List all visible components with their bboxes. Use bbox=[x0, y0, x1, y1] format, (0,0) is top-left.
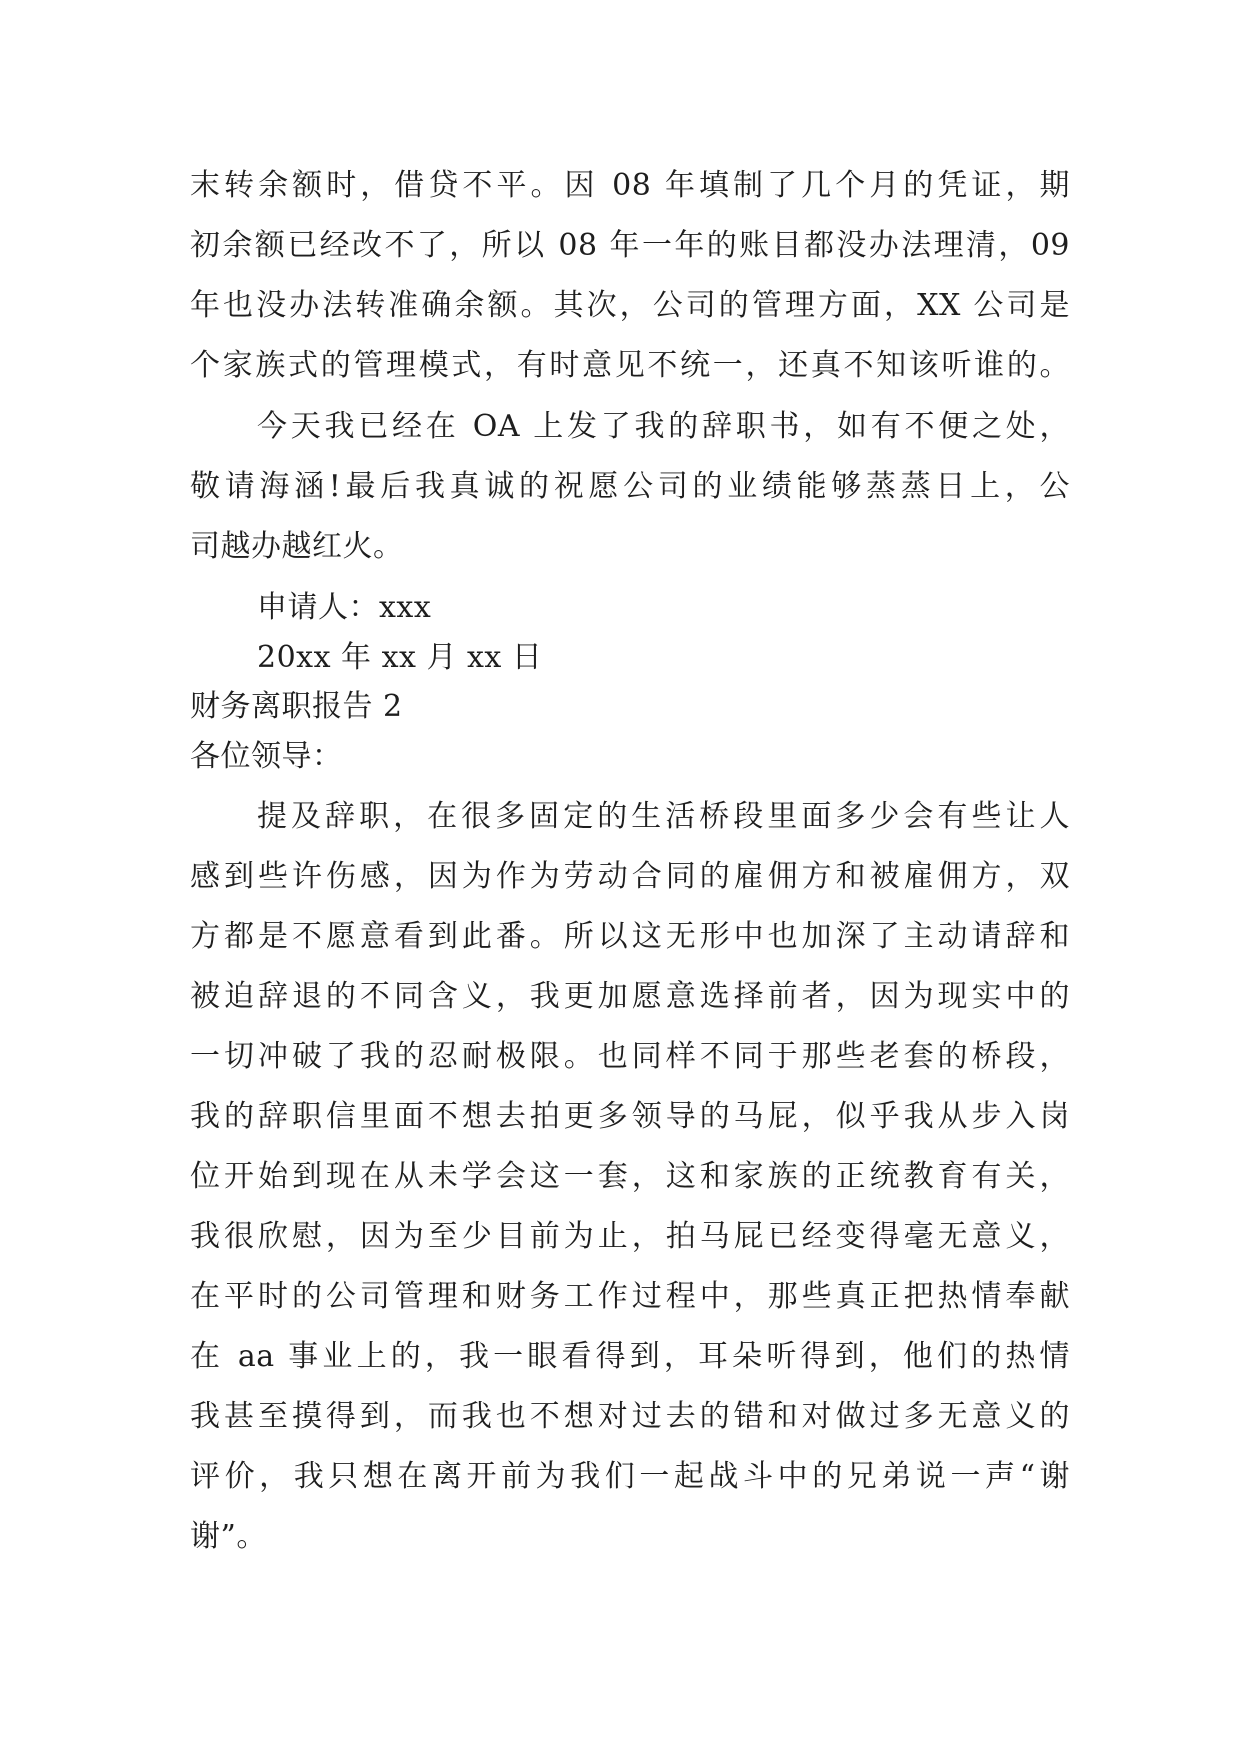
paragraph-line: 被迫辞退的不同含义，我更加愿意选择前者，因为现实中的 bbox=[190, 979, 1070, 1014]
salutation: 各位领导： bbox=[190, 739, 343, 774]
paragraph-line: 我甚至摸得到，而我也不想对过去的错和对做过多无意义的 bbox=[190, 1399, 1070, 1434]
paragraph-line: 司越办越红火。 bbox=[190, 529, 404, 564]
paragraph-line: 我的辞职信里面不想去拍更多领导的马屁，似乎我从步入岗 bbox=[190, 1099, 1070, 1134]
paragraph-line: 一切冲破了我的忍耐极限。也同样不同于那些老套的桥段， bbox=[190, 1039, 1070, 1074]
paragraph-line: 个家族式的管理模式，有时意见不统一，还真不知该听谁的。 bbox=[190, 348, 1070, 383]
paragraph-line: 初余额已经改不了，所以 08 年一年的账目都没办法理清，09 bbox=[190, 228, 1070, 263]
paragraph-line: 敬请海涵!最后我真诚的祝愿公司的业绩能够蒸蒸日上，公 bbox=[190, 469, 1070, 504]
paragraph-line: 评价，我只想在离开前为我们一起战斗中的兄弟说一声“谢 bbox=[190, 1459, 1070, 1494]
date-line: 20xx 年 xx 月 xx 日 bbox=[257, 640, 543, 675]
paragraph-line: 在 aa 事业上的，我一眼看得到，耳朵听得到，他们的热情 bbox=[190, 1339, 1070, 1374]
paragraph-line: 在平时的公司管理和财务工作过程中，那些真正把热情奉献 bbox=[190, 1279, 1070, 1314]
paragraph-line: 末转余额时，借贷不平。因 08 年填制了几个月的凭证，期 bbox=[190, 168, 1070, 203]
section-title: 财务离职报告 2 bbox=[190, 689, 403, 724]
paragraph-line: 方都是不愿意看到此番。所以这无形中也加深了主动请辞和 bbox=[190, 919, 1070, 954]
paragraph-line: 位开始到现在从未学会这一套，这和家族的正统教育有关， bbox=[190, 1159, 1070, 1194]
paragraph-line: 感到些许伤感，因为作为劳动合同的雇佣方和被雇佣方，双 bbox=[190, 859, 1070, 894]
applicant-line: 申请人：xxx bbox=[257, 590, 432, 625]
paragraph-line: 提及辞职，在很多固定的生活桥段里面多少会有些让人 bbox=[257, 799, 1070, 834]
paragraph-line: 谢”。 bbox=[190, 1519, 267, 1554]
paragraph-line: 今天我已经在 OA 上发了我的辞职书，如有不便之处， bbox=[257, 409, 1070, 444]
paragraph-line: 我很欣慰，因为至少目前为止，拍马屁已经变得毫无意义， bbox=[190, 1219, 1070, 1254]
paragraph-line: 年也没办法转准确余额。其次，公司的管理方面，XX 公司是 bbox=[190, 288, 1070, 323]
